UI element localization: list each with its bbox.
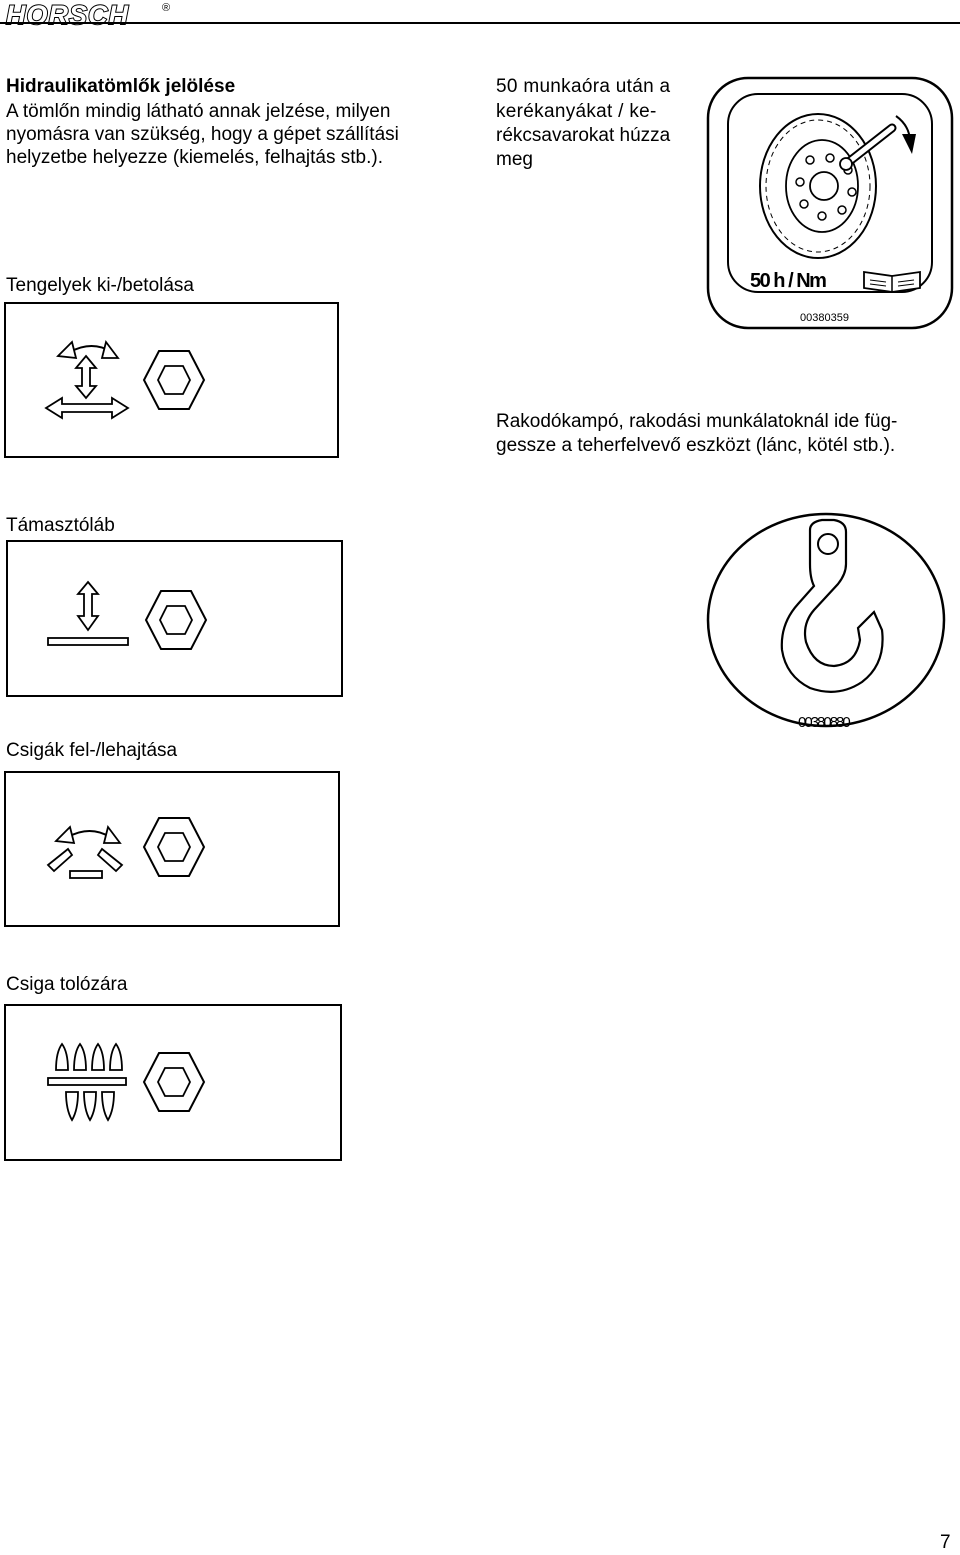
auger-slide-sticker — [4, 1004, 342, 1161]
hook-text-line1: Rakodókampó, rakodási munkálatoknál ide füg- — [496, 411, 898, 432]
hex-nut-icon — [142, 1050, 206, 1114]
axles-caption: Tengelyek ki-/betolása — [6, 275, 194, 296]
header-rule — [0, 22, 960, 24]
augers-fold-sticker — [4, 771, 340, 927]
wheel-text-line4: meg — [496, 149, 533, 170]
hex-nut-icon — [142, 815, 206, 879]
registered-mark: ® — [162, 2, 171, 14]
hex-nut-icon — [144, 588, 208, 652]
wheel-text-line3: rékcsavarokat húzza — [496, 125, 671, 146]
wheel-text-line1: 50 munkaóra után a — [496, 76, 671, 97]
wheel-text-line2: kerékanyákat / ke- — [496, 101, 657, 122]
hose-text-line1: A tömlőn mindig látható annak jelzése, milyen — [6, 101, 391, 122]
hose-section-title: Hidraulikatömlők jelölése — [6, 76, 236, 97]
page-number: 7 — [940, 1532, 951, 1553]
auger-slide-caption: Csiga tolózára — [6, 974, 128, 995]
book-icon — [862, 266, 924, 294]
hose-text-line2: nyomásra van szükség, hogy a gépet szállítási — [6, 124, 399, 145]
wheel-torque-sticker — [706, 76, 954, 330]
wheel-sticker-code: 00380359 — [800, 312, 849, 324]
loading-hook-sticker-graphic — [706, 512, 946, 734]
support-leg-caption: Támasztóláb — [6, 515, 115, 536]
sticker-torque-label: 50 h / Nm — [750, 270, 826, 292]
axles-sticker — [4, 302, 339, 458]
hook-sticker-code: 00380880 — [798, 714, 849, 731]
augers-fold-caption: Csigák fel-/lehajtása — [6, 740, 178, 761]
loading-hook-sticker — [706, 512, 946, 734]
hose-text-line3: helyzetbe helyezze (kiemelés, felhajtás stb.). — [6, 147, 384, 168]
hook-text-line2: gessze a teherfelvevő eszközt (lánc, kötél stb.). — [496, 435, 896, 456]
hex-nut-icon — [142, 348, 206, 412]
horsch-logo: HORSCH — [6, 0, 130, 30]
support-leg-sticker — [6, 540, 343, 697]
